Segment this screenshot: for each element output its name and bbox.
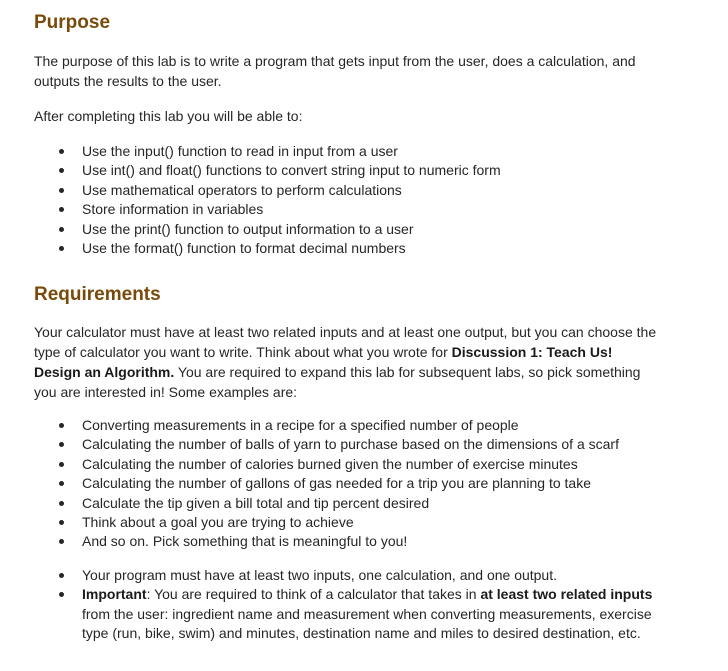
list-item-text: Use the format() function to format decimal numbers — [82, 240, 406, 257]
rule-text-part2: from the user: ingredient name and measurement when converting measurements, exercise type (run, bike, swim) and minutes, destination name and miles to desired destination, etc. — [82, 605, 652, 642]
list-item — [34, 494, 674, 513]
list-item — [34, 161, 674, 180]
list-item — [34, 455, 674, 474]
purpose-paragraph: The purpose of this lab is to write a program that gets input from the user, does a calculation, and outputs the results to the user. — [34, 53, 636, 89]
list-item-text: Use int() and float() functions to convert string input to numeric form — [82, 162, 501, 179]
list-item-text: Calculating the number of gallons of gas needed for a trip you are planning to take — [82, 475, 591, 492]
rule-text-part1: : You are required to think of a calculator that takes in — [146, 586, 481, 603]
bullet-icon — [59, 207, 64, 212]
list-item-text: And so on. Pick something that is meaningful to you! — [82, 533, 408, 550]
bullet-icon — [59, 501, 64, 506]
bullet-icon — [59, 573, 64, 578]
list-item-text: Use mathematical operators to perform calculations — [82, 181, 402, 198]
list-item — [34, 200, 674, 219]
bullet-icon — [59, 481, 64, 486]
outcomes-intro: After completing this lab you will be able to: — [34, 108, 303, 124]
list-item-text: Your program must have at least two inputs, one calculation, and one output. — [82, 567, 558, 583]
list-item — [34, 513, 674, 532]
bullet-icon — [59, 168, 64, 173]
important-label: Important — [82, 586, 147, 603]
list-item — [34, 474, 674, 493]
list-item — [34, 142, 674, 161]
bullet-icon — [59, 520, 64, 525]
list-item — [34, 181, 674, 200]
list-item-text: Use the print() function to output information to a user — [82, 220, 414, 237]
bullet-icon — [59, 442, 64, 447]
bullet-icon — [59, 149, 64, 154]
list-item-text: Converting measurements in a recipe for a specified number of people — [82, 417, 519, 433]
list-item — [34, 239, 674, 258]
list-item-text: Calculating the number of calories burned given the number of exercise minutes — [82, 455, 578, 472]
list-item — [34, 435, 674, 454]
requirements-text-part1: Your calculator must have at least two related inputs and at least one output, but you can choose the type of calculator you want to write. Think about what you wrote for — [34, 324, 657, 360]
bullet-icon — [59, 227, 64, 232]
two-inputs-emphasis: at least two related inputs — [480, 586, 653, 603]
bullet-icon — [59, 539, 64, 544]
list-item-text: Think about a goal you are trying to achieve — [82, 514, 354, 531]
list-item-text: Store information in variables — [82, 201, 264, 218]
list-item — [34, 532, 674, 551]
bullet-icon — [59, 246, 64, 251]
list-item — [34, 416, 674, 435]
requirements-paragraph — [34, 322, 659, 402]
purpose-heading: Purpose — [34, 12, 111, 33]
list-item-text: Calculate the tip given a bill total and tip percent desired — [82, 494, 430, 511]
discussion-reference: Discussion 1: Teach Us! Design an Algorithm. — [34, 344, 613, 380]
list-item-text: Use the input() function to read in input from a user — [82, 143, 398, 159]
rules-list — [34, 566, 674, 644]
requirements-heading: Requirements — [34, 284, 161, 305]
examples-list — [34, 416, 674, 552]
bullet-icon — [59, 188, 64, 193]
bullet-icon — [59, 462, 64, 467]
list-item — [34, 585, 674, 643]
list-item-text: Calculating the number of balls of yarn to purchase based on the dimensions of a scarf — [82, 436, 619, 453]
list-item — [34, 566, 674, 585]
list-item — [34, 220, 674, 239]
bullet-icon — [59, 423, 64, 428]
requirements-text-part2: You are required to expand this lab for subsequent labs, so pick something you are interested in! Some examples are: — [34, 364, 641, 400]
bullet-icon — [59, 592, 64, 597]
skills-list — [34, 142, 674, 258]
